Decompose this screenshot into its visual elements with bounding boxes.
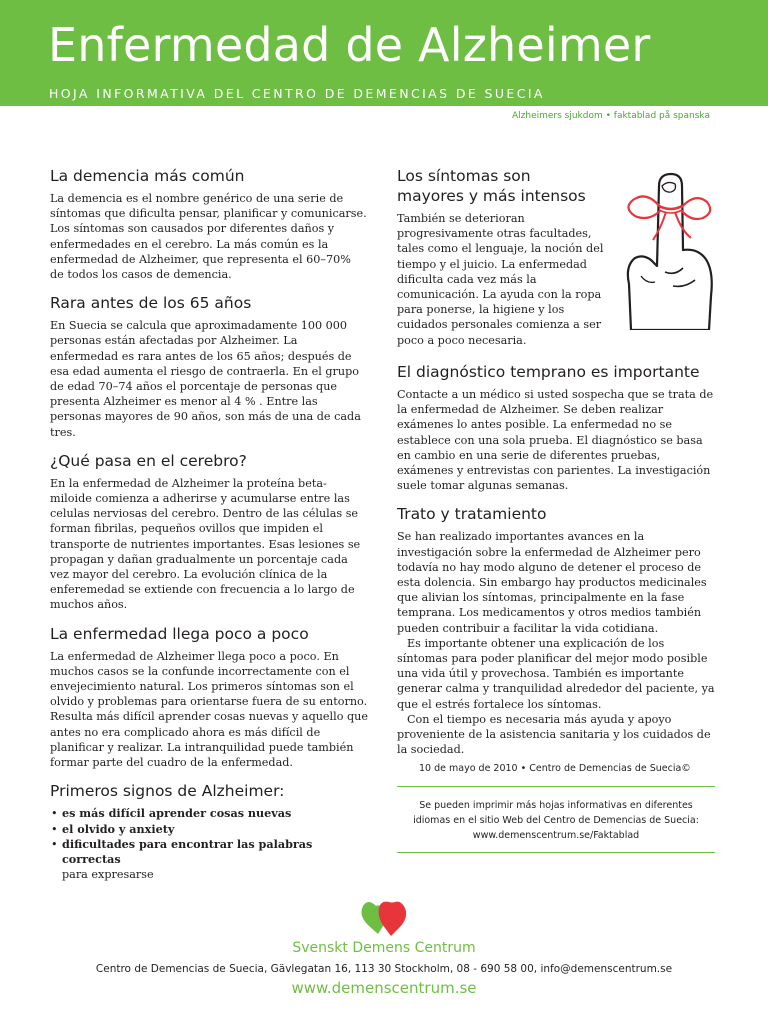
header-banner	[0, 0, 768, 106]
logo-area	[0, 898, 768, 942]
section-heading: Los síntomas son mayores y más intensos	[397, 167, 586, 205]
section-rare-before-65	[50, 293, 368, 440]
note-line: Se pueden imprimir más hojas informativas en diferentes	[419, 800, 693, 812]
page-title: Enfermedad de Alzheimer	[48, 18, 651, 72]
section-gradual-onset	[50, 624, 368, 771]
swedish-tagline: Alzheimers sjukdom • faktablad på spanska	[511, 111, 710, 121]
right-column	[397, 166, 715, 853]
factsheets-link[interactable]: www.demenscentrum.se/Faktablad	[472, 830, 640, 842]
section-text: La demencia es el nombre genérico de una serie de síntomas que dificulta pensar, planificar y comunicarse. Los síntomas son causados por diferentes daños y enfermedades en el cerebro. La más común es la enfermedad de Alzheimer, que representa el 60–70% de todos los casos de demencia.	[50, 192, 367, 282]
organization-name: Svenskt Demens Centrum	[292, 940, 476, 956]
section-first-signs	[50, 781, 368, 882]
section-brain	[50, 451, 368, 613]
section-heading: La enfermedad llega poco a poco	[50, 624, 309, 643]
section-heading: ¿Qué pasa en el cerebro?	[50, 451, 247, 470]
list-item-text: es más difícil aprender cosas nuevas	[62, 806, 292, 821]
website-link[interactable]: www.demenscentrum.se	[291, 979, 477, 997]
two-hearts-logo-icon	[359, 898, 409, 938]
first-signs-list	[50, 806, 368, 882]
section-most-common-dementia	[50, 166, 368, 282]
section-heading: Trato y tratamiento	[397, 505, 547, 524]
note-line: idiomas en el sitio Web del Centro de Demencias de Suecia:	[413, 815, 699, 827]
section-text: En Suecia se calcula que aproximadamente 100 000 personas están afectadas por Alzheimer. La enfermedad es rara antes de los 65 años; después de esa edad aumenta el riesgo de contraerla. En el grupo de edad 70–74 años el porcentaje de personas que presenta Alzheimer es menor al 4 % . Entre las personas mayores de 90 años, son más de una de cada tres.	[50, 319, 361, 439]
section-heading: Primeros signos de Alzheimer:	[50, 782, 285, 801]
publication-date: 10 de mayo de 2010 • Centro de Demencias de Suecia©	[419, 763, 691, 775]
section-text: Es importante obtener una explicación de los síntomas para poder planificar del mejor modo posible una vida útil y provechosa. También es importante generar calma y tranquilidad alrededor del paciente, ya que el estrés fortalece los síntomas.	[397, 636, 715, 711]
section-early-diagnosis	[397, 362, 715, 493]
contact-info: Centro de Demencias de Suecia, Gävlegatan 16, 113 30 Stockholm, 08 - 690 58 00, info@demenscentrum.se	[95, 963, 673, 975]
left-column	[50, 166, 368, 893]
section-text: Con el tiempo es necesaria más ayuda y apoyo proveniente de la asistencia sanitaria y los cuidados de la sociedad.	[397, 712, 711, 757]
section-text: La enfermedad de Alzheimer llega poco a poco. En muchos casos se la confunde incorrectamente con el envejecimiento natural. Los primeros síntomas son el olvido y problemas para orientarse fuera de su entorno. Resulta más difícil aprender cosas nuevas y aquello que antes no era complicado ahora es más difícil de planificar y realizar. La intranquilidad puede también formar parte del cuadro de la enfermedad.	[50, 649, 368, 770]
more-factsheets-note	[397, 786, 715, 853]
list-item-continuation: para expresarse	[62, 868, 154, 882]
list-item-text: dificultades para encontrar las palabras correctas	[62, 836, 313, 866]
section-treatment	[397, 504, 715, 757]
section-text: Contacte a un médico si usted sospecha que se trata de la enfermedad de Alzheimer. Se deben realizar exámenes lo antes posible. La enfermedad no se establece con una sola prueba. El diagnóstico se basa en cambio en una serie de diferentes pruebas, exámenes y entrevistas con parientes. La investigación suele tomar algunas semanas.	[397, 388, 714, 493]
list-item	[50, 822, 368, 837]
section-symptoms-increase	[397, 166, 715, 351]
section-text: También se deterioran progresivamente otras facultades, tales como el lenguaje, la noción del tiempo y el juicio. La enfermedad dificulta cada vez más la comunicación. La ayuda con la ropa para ponerse, la higiene y los cuidados personales comienza a ser poco a poco necesaria.	[397, 212, 604, 347]
list-item	[50, 837, 368, 883]
page-subtitle: HOJA INFORMATIVA DEL CENTRO DE DEMENCIAS DE SUECIA	[49, 86, 545, 101]
section-heading: La demencia más común	[50, 167, 245, 185]
section-heading: El diagnóstico temprano es importante	[397, 363, 700, 381]
finger-with-red-string-icon	[611, 166, 715, 330]
section-heading: Rara antes de los 65 años	[50, 294, 252, 313]
section-text: En la enfermedad de Alzheimer la proteína beta-miloide comienza a adherirse y acumularse entre las celulas nerviosas del cerebro. Dentro de las células se forman fibrilas, pequeños ovillos que impiden el transporte de nutrientes importantes. Esas lesiones se propagan y dañan gradualmente un porcentaje cada vez mayor del cerebro. La evolución clínica de la enferemedad se extiende con frecuencia a lo largo de muchos años.	[50, 476, 361, 612]
section-text: Se han realizado importantes avances en la investigación sobre la enfermedad de Alzheimer pero todavía no hay modo alguno de detener el proceso de esta dolencia. Sin embargo hay productos medicinales que alivian los síntomas, principalmente en la fase temprana. Los medicamentos y otros medios también pueden contribuir a facilitar la vida cotidiana.	[397, 530, 707, 635]
list-item	[50, 806, 368, 821]
list-item-text: el olvido y anxiety	[62, 821, 175, 836]
